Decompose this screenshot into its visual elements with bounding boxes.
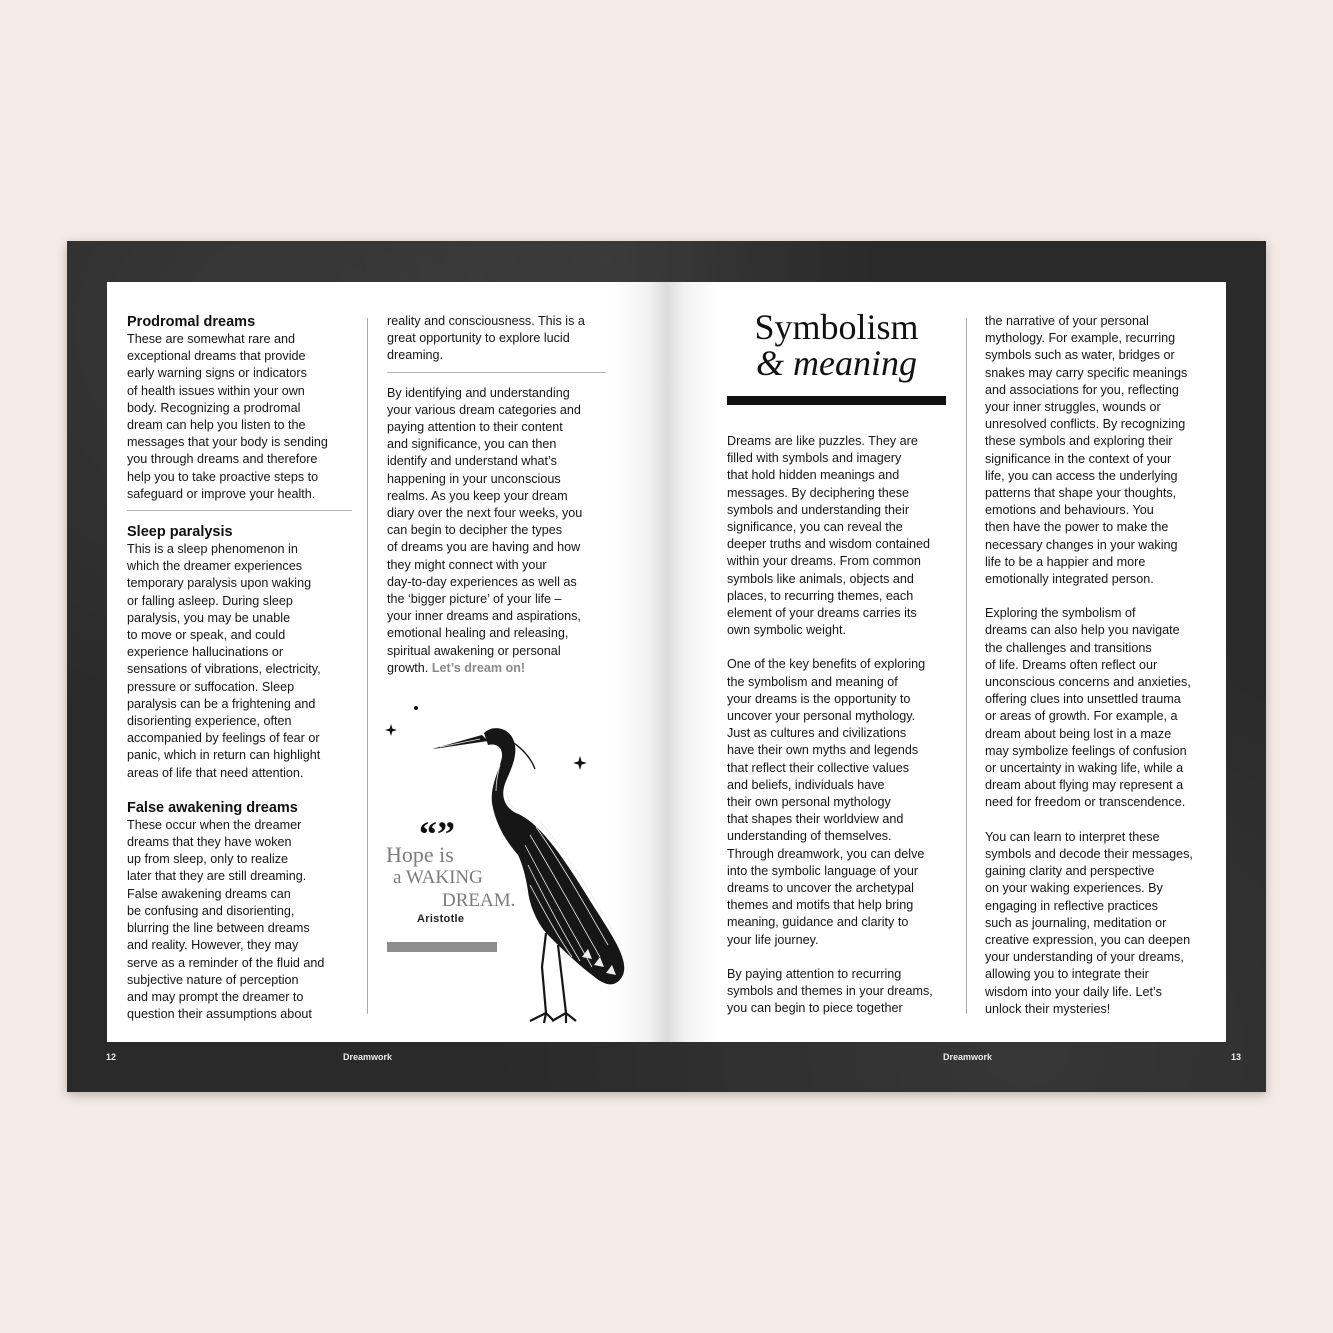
running-title-left: Dreamwork	[343, 1052, 393, 1062]
quote-author: Aristotle	[417, 913, 465, 925]
paragraph-interpret: You can learn to interpret these symbols and decode their messages, gaining clarity and perspective on your waking experiences. By engaging in reflective practices such as journaling, meditation or creative expression, you can deepen your understanding of your dreams, allowing you to integrate their wisdom into your daily life. Let’s unlock their mysteries!	[985, 829, 1193, 1016]
pull-quote-line1: Hope is	[386, 842, 454, 867]
left-column-1	[127, 313, 352, 1023]
sparkle-star-left	[385, 724, 397, 736]
paragraph-continuation: reality and consciousness. This is a great opportunity to explore lucid dreaming.	[387, 314, 585, 363]
star-dot	[414, 706, 418, 710]
paragraph-recurring-symbols: By paying attention to recurring symbols and themes in your dreams, you can begin to piece together	[727, 966, 933, 1016]
pull-quote-line3: DREAM.	[442, 890, 516, 911]
quote-marks: “”	[419, 814, 455, 854]
paragraph-prodromal: These are somewhat rare and exceptional dreams that provide early warning signs or indicators of health issues within your own body. Recognizing a prodromal dream can help you listen to the messages that your body is sending you through dreams and therefore help you to take proactive steps to safeguard or improve your health.	[127, 332, 328, 501]
page-number-right: 13	[1231, 1052, 1242, 1062]
paragraph-exploring: Exploring the symbolism of dreams can also help you navigate the challenges and transitions of life. Dreams often reflect our unconscious concerns and anxieties, offering clues into unsettled trauma or areas of growth. For example, a dream about being lost in a maze may symbolize feelings of confusion or uncertainty in waking life, while a dream about flying may represent a need for freedom or transcendence.	[985, 606, 1191, 810]
pull-quote-line2: a WAKING	[393, 867, 483, 888]
section-divider	[127, 510, 352, 511]
paragraph-false-awakening: These occur when the dreamer dreams that they have woken up from sleep, only to realize later that they are still dreaming. False awakening dreams can be confusing and disorienting, blurring the line between dreams and reality. However, they may serve as a reminder of the fluid and subjective nature of perception and may prompt the dreamer to question their assumptions about	[127, 817, 325, 1022]
column-divider-left	[367, 318, 368, 1014]
paragraph-dream-categories-text: By identifying and understanding your various dream categories and paying attention to their content and significance, you can then identify and understand what’s happening in your unconscious realms. As you keep your dream diary over the next four weeks, you can begin to decipher the types of dreams you are having and how they might connect with your day-to-day experiences as well as the ‘bigger picture’ of your life – your inner dreams and aspirations, emotional healing and releasing, spiritual awakening or personal	[387, 385, 583, 658]
title-line2: & meaning	[756, 343, 917, 383]
quote-bar	[387, 942, 497, 952]
left-column-2	[387, 313, 612, 677]
lets-dream-on: Let’s dream on!	[431, 660, 526, 675]
heading-sleep-paralysis: Sleep paralysis	[127, 524, 233, 541]
page-title	[727, 309, 946, 381]
running-title-right: Dreamwork	[943, 1052, 993, 1062]
paragraph-dream-categories	[387, 385, 612, 677]
paragraph-personal-mythology: One of the key benefits of exploring the symbolism and meaning of your dreams is the opportunity to uncover your personal mythology. Just as cultures and civilizations have their own myths and legends that reflect their collective values and beliefs, individuals have their own personal mythology that shapes their worldview and understanding of themselves. Through dreamwork, you can delve into the symbolic language of your dreams to uncover the archetypal themes and motifs that help bring meaning, guidance and clarity to your life journey.	[727, 657, 926, 947]
heading-false-awakening: False awakening dreams	[127, 799, 298, 816]
pull-quote	[386, 843, 515, 912]
paragraph-narrative: the narrative of your personal mythology. For example, recurring symbols such as water, bridges or snakes may carry specific meanings and associations for you, reflecting your inner struggles, wounds or unresolved conflicts. By recognizing these symbols and exploring their significance in the context of your life, you can access the underlying patterns that shape your thoughts, emotions and behaviours. You then have the power to make the necessary changes in your waking life to be a happier and more emotionally integrated person.	[985, 314, 1188, 587]
paragraph-last-line: growth.	[387, 660, 429, 675]
paragraph-puzzles: Dreams are like puzzles. They are filled with symbols and imagery that hold hidden meanings and messages. By deciphering these symbols and understanding their significance, you can reveal the deeper truths and wisdom contained within your dreams. From common symbols like animals, objects and places, to recurring themes, each element of your dreams carries its own symbolic weight.	[727, 434, 931, 638]
paragraph-sleep-paralysis: This is a sleep phenomenon in which the dreamer experiences temporary paralysis upon waking or falling asleep. During sleep paralysis, you may be unable to move or speak, and could experience hallucinations or sensations of vibrations, electricity, pressure or suffocation. Sleep paralysis can be a frightening and disorienting experience, often accompanied by feelings of fear or panic, which in return can highlight areas of life that need attention.	[127, 542, 321, 780]
page-number-left: 12	[106, 1052, 117, 1062]
sparkle-star-right	[573, 756, 587, 770]
title-line1: Symbolism	[754, 307, 919, 347]
section-divider	[387, 372, 606, 373]
right-column-2	[985, 313, 1215, 1018]
column-divider-right	[966, 318, 967, 1014]
heading-prodromal-dreams: Prodromal dreams	[127, 314, 256, 330]
right-column-1	[727, 433, 957, 1018]
title-underline-bar	[727, 396, 946, 405]
